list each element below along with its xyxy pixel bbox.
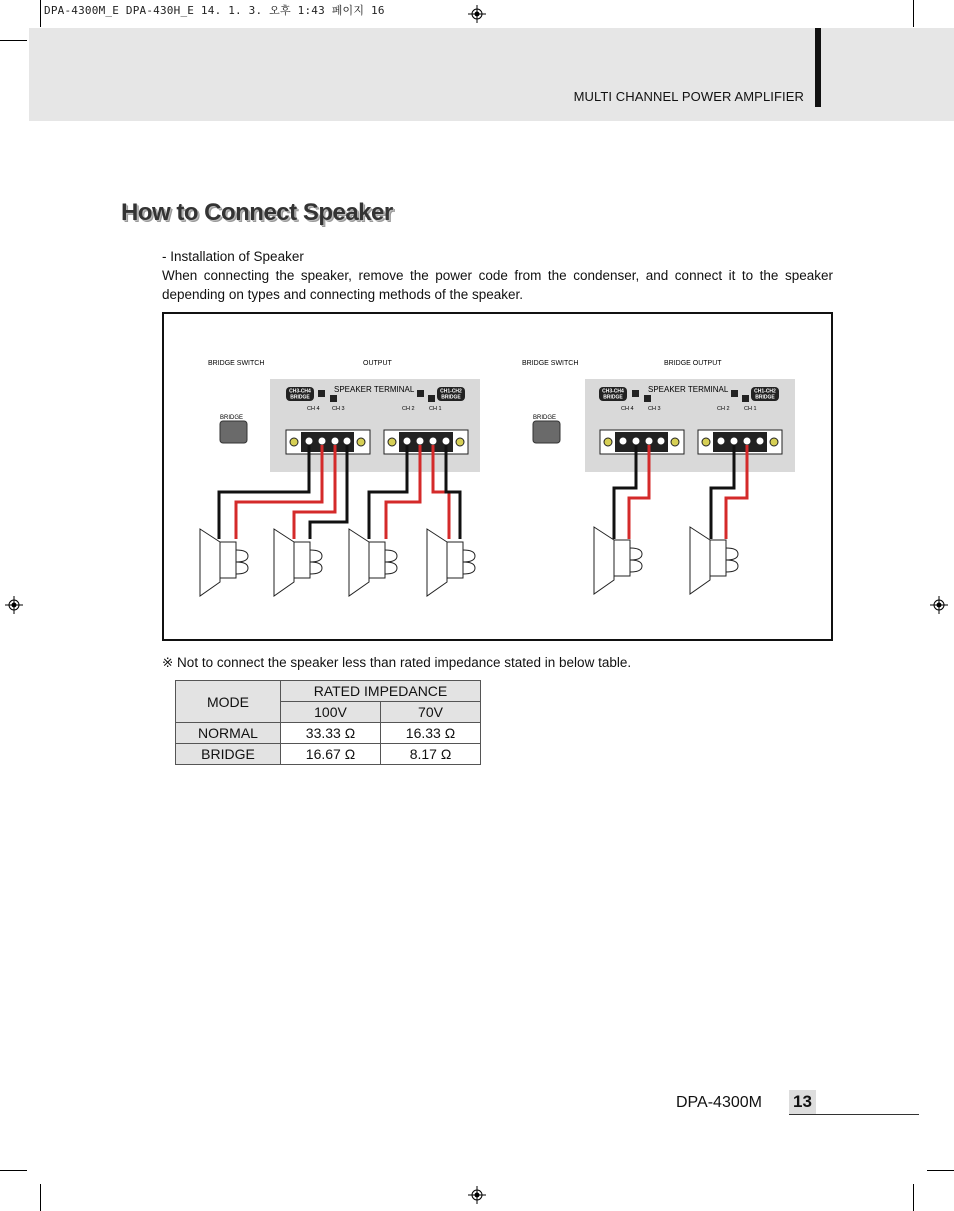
footer-model: DPA-4300M	[676, 1094, 762, 1111]
plus-terminal-icon	[428, 395, 435, 402]
left-terminal-title: SPEAKER TERMINAL	[334, 385, 415, 394]
crop-mark	[40, 0, 41, 27]
minus-terminal-icon	[417, 390, 424, 397]
minus-terminal-icon	[632, 390, 639, 397]
crop-mark	[913, 0, 914, 27]
row-mode: NORMAL	[176, 723, 281, 744]
right-bridge-badge-l-line1: CH3-CH4	[602, 388, 624, 395]
header-accent-bar	[815, 28, 821, 107]
row-value-100v: 33.33 Ω	[281, 723, 381, 744]
right-output-heading: BRIDGE OUTPUT	[664, 360, 722, 367]
left-switch-heading: BRIDGE SWITCH	[208, 360, 265, 367]
right-bridge-switch	[533, 421, 560, 443]
speaker-icon	[690, 527, 738, 594]
minus-terminal-icon	[318, 390, 325, 397]
right-ch1-label: CH 1	[744, 406, 757, 412]
crop-mark	[913, 1184, 914, 1211]
voltage-header-70v: 70V	[381, 702, 481, 723]
intro-text	[162, 247, 833, 304]
crop-mark	[0, 1170, 27, 1171]
row-value-100v: 16.67 Ω	[281, 744, 381, 765]
mode-header: MODE	[176, 681, 281, 723]
row-value-70v: 16.33 Ω	[381, 723, 481, 744]
table-row	[176, 723, 481, 744]
row-value-70v: 8.17 Ω	[381, 744, 481, 765]
left-ch4-label: CH 4	[307, 406, 320, 412]
left-ch1-label: CH 1	[429, 406, 442, 412]
wiring-diagram	[162, 312, 833, 641]
wiring-diagram-svg	[164, 314, 831, 639]
crop-mark	[0, 40, 27, 41]
registration-mark-icon	[468, 5, 486, 23]
table-row	[176, 744, 481, 765]
intro-lead: - Installation of Speaker	[162, 249, 304, 264]
plus-terminal-icon	[644, 395, 651, 402]
right-switch-label: BRIDGE	[533, 415, 557, 421]
speaker-icon	[274, 529, 322, 596]
footer-rule	[789, 1114, 919, 1115]
left-bridge-badge-l-line2: BRIDGE	[290, 394, 310, 401]
left-ch3-label: CH 3	[332, 406, 345, 412]
rated-impedance-header: RATED IMPEDANCE	[281, 681, 481, 702]
speaker-icon	[200, 529, 248, 596]
row-mode: BRIDGE	[176, 744, 281, 765]
impedance-table	[175, 680, 481, 765]
right-ch2-label: CH 2	[717, 406, 730, 412]
right-ch4-label: CH 4	[621, 406, 634, 412]
right-bridge-badge-r-line1: CH1-CH2	[754, 388, 776, 395]
left-output-heading: OUTPUT	[363, 360, 392, 367]
page-number: 13	[789, 1090, 816, 1115]
header-title: MULTI CHANNEL POWER AMPLIFIER	[573, 89, 804, 104]
left-bridge-badge-r-line1: CH1-CH2	[440, 388, 462, 395]
left-bridge-badge-r-line2: BRIDGE	[441, 394, 461, 401]
registration-mark-icon	[930, 596, 948, 614]
crop-mark	[40, 1184, 41, 1211]
plus-terminal-icon	[742, 395, 749, 402]
section-title: How to Connect Speaker	[121, 199, 393, 226]
voltage-header-100v: 100V	[281, 702, 381, 723]
right-bridge-badge-r-line2: BRIDGE	[755, 394, 775, 401]
plus-terminal-icon	[330, 395, 337, 402]
right-ch3-label: CH 3	[648, 406, 661, 412]
intro-body: When connecting the speaker, remove the power code from the condenser, and connect it to the speaker depending on types and connecting methods of the speaker.	[162, 268, 833, 302]
left-bridge-badge-l-line1: CH3-CH4	[289, 388, 311, 395]
right-terminal-title: SPEAKER TERMINAL	[648, 385, 729, 394]
speaker-icon	[427, 529, 475, 596]
right-switch-heading: BRIDGE SWITCH	[522, 360, 579, 367]
right-bridge-badge-l-line2: BRIDGE	[603, 394, 623, 401]
left-bridge-switch	[220, 421, 247, 443]
impedance-note: ※ Not to connect the speaker less than rated impedance stated in below table.	[162, 655, 632, 670]
left-ch2-label: CH 2	[402, 406, 415, 412]
speaker-icon	[349, 529, 397, 596]
left-switch-label: BRIDGE	[220, 415, 244, 421]
speaker-icon	[594, 527, 642, 594]
registration-mark-icon	[5, 596, 23, 614]
print-slug: DPA-4300M_E DPA-430H_E 14. 1. 3. 오후 1:43 페이지 16	[44, 4, 385, 17]
registration-mark-icon	[468, 1186, 486, 1204]
crop-mark	[927, 1170, 954, 1171]
minus-terminal-icon	[731, 390, 738, 397]
